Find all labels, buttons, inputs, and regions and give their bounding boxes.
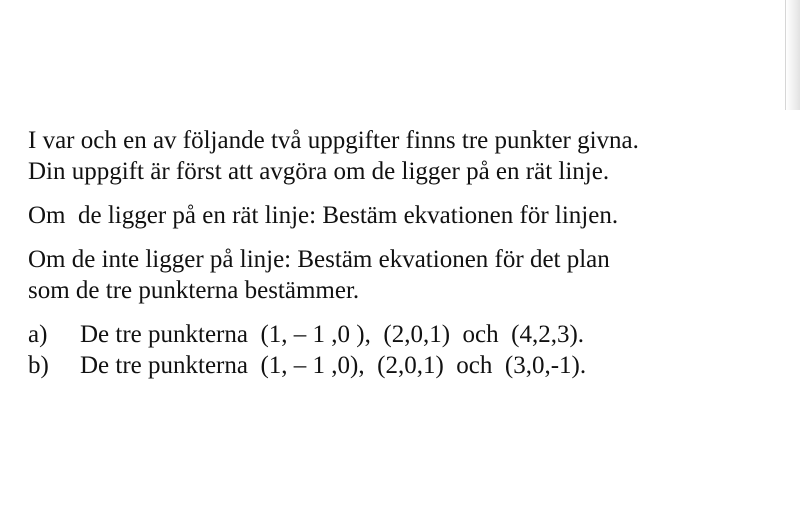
list-item-a — [28, 319, 768, 350]
list-item-b — [28, 350, 768, 381]
plane-case-line-1: Om de inte ligger på linje: Bestäm ekvationen för det plan — [28, 246, 610, 273]
line-case-paragraph: Om de ligger på en rät linje: Bestäm ekvationen för linjen. — [28, 202, 619, 229]
intro-line-1: I var och en av följande två uppgifter finns tre punkter givna. — [28, 127, 639, 154]
intro-line-2: Din uppgift är först att avgöra om de ligger på en rät linje. — [28, 158, 610, 185]
item-text-b: De tre punkterna (1, – 1 ,0), (2,0,1) och (3,0,-1). — [80, 352, 587, 379]
item-marker-a: a) — [28, 321, 48, 348]
plane-case-line-2: som de tre punkterna bestämmer. — [28, 277, 360, 304]
scrollbar-edge[interactable] — [785, 0, 800, 110]
item-marker-b: b) — [28, 352, 49, 379]
item-text-a: De tre punkterna (1, – 1 ,0 ), (2,0,1) och (4,2,3). — [80, 321, 585, 348]
document-body — [28, 125, 768, 381]
